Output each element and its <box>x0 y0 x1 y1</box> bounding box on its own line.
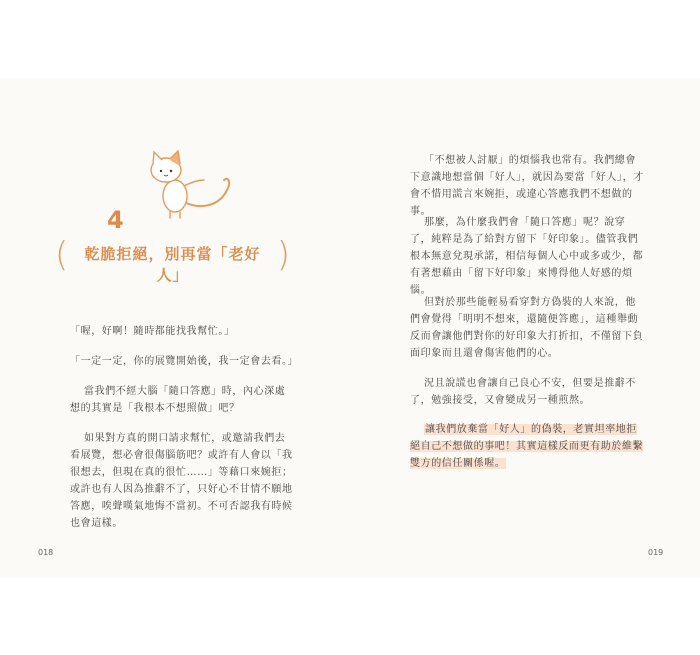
book-spread <box>0 78 700 578</box>
paragraph-text: 「一定一定，你的展覽開始後，我一定會去看。」 <box>70 356 299 367</box>
left-parenthesis: ( <box>55 235 69 275</box>
cat-illustration-icon <box>140 140 240 220</box>
paragraph-text: 當我們不經大腦「隨口答應」時，內心深處想的其實是「我根本不想照做」吧？ <box>70 386 286 414</box>
right-paragraph-4 <box>410 375 645 409</box>
right-paragraph-2 <box>410 214 645 299</box>
left-paragraph-1 <box>70 323 295 340</box>
right-page <box>350 78 700 578</box>
left-paragraph-2 <box>70 353 299 370</box>
left-paragraph-4 <box>70 430 295 532</box>
left-page <box>0 78 350 578</box>
paragraph-text: 如果對方真的開口請求幫忙，或邀請我們去看展覽，想必會很傷腦筋吧？或許有人會以「我很想去，但現在真的很忙……」等藉口來婉拒；或許也有人因為推辭不了，只好心不甘情不願地答應，唉聲嘆氣地悔不當初。不可否認我有時候也會這樣。 <box>70 433 293 529</box>
page-number-left: 018 <box>38 548 54 557</box>
paragraph-text: 但對於那些能輕易看穿對方偽裝的人來說，他們會覺得「明明不想來，還隨便答應」，這種舉動反而會讓他們對你的好印象大打折扣，不僅留下負面印象而且還會傷害他們的心。 <box>410 297 644 359</box>
highlighted-text: 讓我們放棄當「好人」的偽裝，老實坦率地拒絕自己不想做的事吧！其實這樣反而更有助於維繫雙方的信任關係喔。 <box>410 424 644 469</box>
paragraph-text: 「喔，好啊！隨時都能找我幫忙。」 <box>70 326 235 337</box>
right-parenthesis: ) <box>276 235 290 275</box>
right-highlight-paragraph <box>410 421 645 472</box>
left-paragraph-3 <box>70 383 295 417</box>
chapter-title: 乾脆拒絕，別再當「老好人」 <box>84 245 261 284</box>
paragraph-text: 況且說謊也會讓自己良心不安，但要是推辭不了，勉強接受，又會變成另一種煎熬。 <box>410 378 636 406</box>
page-number-right: 019 <box>648 548 664 557</box>
paragraph-text: 「不想被人討厭」的煩惱我也常有。我們總會下意識地想當個「好人」，就因為要當「好人」，才會不惜用謊言來婉拒，或違心答應我們不想做的事。 <box>410 155 644 217</box>
right-paragraph-1 <box>410 152 645 220</box>
chapter-number: 4 <box>107 206 124 234</box>
chapter-heading <box>55 235 290 284</box>
paragraph-text: 那麼，為什麼我們會「隨口答應」呢？說穿了，純粹是為了給對方留下「好印象」。儘管我們根本無意兌現承諾，相信每個人心中或多或少，都有著想藉由「留下好印象」來博得他人好感的煩惱。 <box>410 217 644 296</box>
right-paragraph-3 <box>410 294 645 362</box>
